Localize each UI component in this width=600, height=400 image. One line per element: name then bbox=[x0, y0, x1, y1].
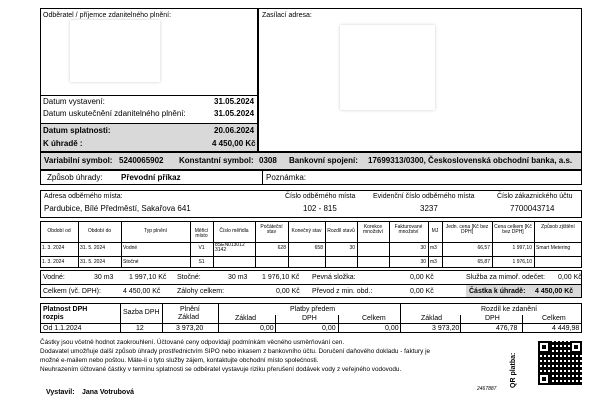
vs-value: 5240065902 bbox=[119, 156, 164, 165]
mailing-label: Zasílací adresa: bbox=[262, 12, 312, 19]
issue-date-value: 31.05.2024 bbox=[214, 97, 255, 106]
vat-diff-base-header: Základ bbox=[421, 315, 443, 322]
items-row-cell: m3 bbox=[430, 259, 437, 265]
note-line-1: Částky jsou včetně hodnot zaokrouhlení. Účtované ceny odpovídají podmínkám věcného usměrňování cen. bbox=[40, 339, 345, 346]
vat-paid-header: Platby předem bbox=[290, 306, 336, 313]
method-label: Způsob úhrady: bbox=[47, 173, 103, 182]
vat-rate-header: Sazba DPH bbox=[123, 309, 160, 316]
water-qty: 30 m3 bbox=[94, 274, 114, 281]
fixed-label: Pevná složka: bbox=[312, 274, 356, 281]
vat-row-diff-vat: 476,78 bbox=[496, 325, 518, 332]
items-row-cell: 65,87 bbox=[477, 259, 490, 265]
items-row-cell: 66,57 bbox=[477, 245, 490, 251]
items-row-cell: 31. 5. 2024 bbox=[80, 245, 106, 251]
items-header-cell: Způsob zjištění bbox=[541, 224, 575, 230]
items-row-cell: Stočné bbox=[123, 259, 139, 265]
items-row-cell: 628 bbox=[277, 245, 286, 251]
transfer-value: 0,00 Kč bbox=[410, 288, 434, 295]
items-header-cell: Konečný stav bbox=[291, 228, 322, 234]
bank-value: 17699313/0300, Československá obchodní banka, a.s. bbox=[368, 156, 573, 165]
vat-row-paid-vat: 0,00 bbox=[322, 325, 336, 332]
items-header-cell: Fakturované množství bbox=[394, 224, 423, 236]
items-row-cell: 30 bbox=[349, 245, 355, 251]
sewer-label: Stočné: bbox=[177, 274, 201, 281]
vat-row-rate: 12 bbox=[136, 325, 144, 332]
items-header-cell: Období do bbox=[87, 228, 112, 234]
items-header-cell: Počáteční stav bbox=[260, 224, 283, 236]
vat-row-validity: Od 1.1.2024 bbox=[43, 325, 82, 332]
advance-value: 0,00 Kč bbox=[276, 288, 300, 295]
place-address-label: Adresa odběrného místa: bbox=[44, 193, 123, 200]
items-row-cell: 1. 3. 2024 bbox=[42, 259, 65, 265]
vat-row-diff-base: 3 973,20 bbox=[432, 325, 460, 332]
items-row-cell: V1 bbox=[198, 245, 205, 251]
mailing-address-placeholder bbox=[340, 25, 435, 110]
issuer-name: Jana Votrubová bbox=[82, 389, 134, 396]
vat-diff-header: Rozdíl ke zdanění bbox=[481, 306, 538, 313]
vat-row-paid-total: 0,00 bbox=[385, 325, 399, 332]
vat-diff-total-header: Celkem bbox=[542, 315, 566, 322]
vat-paid-base-header: Základ bbox=[235, 315, 257, 322]
items-row-cell: 658 bbox=[314, 245, 323, 251]
issue-date-label: Datum vystavení: bbox=[43, 97, 105, 106]
water-amount: 1 997,10 Kč bbox=[129, 274, 167, 281]
ks-label: Konstantní symbol: bbox=[179, 156, 254, 165]
items-row-cell: Vodné bbox=[123, 245, 138, 251]
vat-paid-total-header: Celkem bbox=[362, 315, 386, 322]
vat-row-base: 3 973,20 bbox=[176, 325, 204, 332]
extra-reading-label: Služba za mimoř. odečet: bbox=[466, 274, 545, 281]
items-row-cell: S1 bbox=[198, 259, 205, 265]
total-value: 4 450,00 Kč bbox=[123, 288, 161, 295]
taxable-date-label: Datum uskutečnění zdanitelného plnění: bbox=[43, 109, 186, 118]
account-number-value: 7700043714 bbox=[510, 204, 555, 213]
items-row-cell: 31. 5. 2024 bbox=[80, 259, 106, 265]
items-row-cell: 1. 3. 2024 bbox=[42, 245, 65, 251]
due-date-label: Datum splatnosti: bbox=[43, 126, 111, 135]
method-value: Převodní příkaz bbox=[121, 173, 181, 182]
note-line-4: Neuhrazením účtované částky v termínu splatnosti se odběratel vystavuje riziku přerušení dodávek vody z veřejného vodovodu. bbox=[40, 366, 402, 373]
items-row-cell: 1 976,10 bbox=[512, 259, 532, 265]
items-row-cell: 30 bbox=[420, 259, 426, 265]
items-header-cell: Cena celkem [Kč bez DPH] bbox=[494, 224, 532, 236]
vat-base-header: Základ bbox=[178, 314, 200, 321]
items-header-cell: Typ plnění bbox=[143, 228, 168, 234]
note-line-2: Dodavatel umožňuje další způsob úhrady prostřednictvím SIPO nebo inkasem z bankovního účtu. Doručení daňového dokladu - faktury je bbox=[40, 348, 431, 355]
items-header-cell: Jedn. cena [Kč bez DPH] bbox=[445, 224, 489, 236]
items-row-cell: Smart Metering bbox=[536, 245, 571, 251]
vat-diff-vat-header: DPH bbox=[485, 315, 500, 322]
vat-validity-sub: rozpis bbox=[43, 314, 64, 321]
vat-paid-vat-header: DPH bbox=[302, 315, 317, 322]
issuer-label: Vystavil: bbox=[46, 389, 75, 396]
note-label: Poznámka: bbox=[266, 173, 307, 182]
items-header-cell: Rozdíl stavů bbox=[327, 228, 355, 234]
note-line-3: možné e-mailem nebo poštou. Máte-li o tyto služby zájem, kontaktujte obchodní místo společnosti. bbox=[40, 357, 319, 364]
extra-reading-value: 0,00 Kč bbox=[558, 274, 582, 281]
items-header-cell: Korekce množství bbox=[362, 224, 383, 236]
transfer-label: Převod z min. obd.: bbox=[312, 288, 373, 295]
vat-row-paid-base: 0,00 bbox=[260, 325, 274, 332]
account-number-label: Číslo zákaznického účtu bbox=[497, 193, 573, 200]
items-header-cell: Období od bbox=[47, 228, 71, 234]
vat-fulfil-header: Plnění bbox=[180, 306, 200, 313]
sewer-qty: 30 m3 bbox=[228, 274, 248, 281]
items-row-cell: 8SEN013012 3142 bbox=[215, 242, 245, 254]
evidence-number-value: 3237 bbox=[420, 204, 438, 213]
fixed-value: 0,00 Kč bbox=[410, 274, 434, 281]
items-row-cell: 30 bbox=[420, 245, 426, 251]
qr-payment-label: QR platba: bbox=[510, 352, 517, 388]
vat-row-diff-total: 4 449,98 bbox=[552, 325, 580, 332]
items-row-cell: 1 997,10 bbox=[512, 245, 532, 251]
to-pay-value: 4 450,00 Kč bbox=[212, 139, 256, 148]
ks-value: 0308 bbox=[259, 156, 277, 165]
total-label: Celkem (vč. DPH): bbox=[43, 288, 101, 295]
place-address-value: Pardubice, Bílé Předměstí, Sakařova 641 bbox=[44, 204, 191, 213]
payable-value: 4 450,00 Kč bbox=[535, 288, 574, 295]
recipient-label: Odběratel / příjemce zdanitelného plnění: bbox=[43, 12, 172, 19]
taxable-date-value: 31.05.2024 bbox=[214, 109, 255, 118]
recipient-address-placeholder bbox=[70, 20, 160, 82]
bank-label: Bankovní spojení: bbox=[289, 156, 358, 165]
items-header-cell: Číslo měřidla bbox=[219, 228, 249, 234]
items-header-cell: MJ bbox=[431, 228, 439, 234]
items-row-cell: m3 bbox=[430, 245, 437, 251]
advance-label: Zálohy celkem: bbox=[177, 288, 225, 295]
due-date-value: 20.06.2024 bbox=[214, 126, 255, 135]
document-number: 2467887 bbox=[477, 386, 497, 392]
items-header-cell: Měřicí místo bbox=[194, 228, 209, 240]
sewer-amount: 1 976,10 Kč bbox=[262, 274, 300, 281]
evidence-number-label: Evidenční číslo odběrného místa bbox=[373, 193, 475, 200]
vs-label: Variabilní symbol: bbox=[44, 156, 113, 165]
to-pay-label: K úhradě : bbox=[43, 139, 83, 148]
place-number-label: Číslo odběrného místa bbox=[285, 193, 356, 200]
place-number-value: 102 - 815 bbox=[303, 204, 337, 213]
water-label: Vodné: bbox=[43, 274, 65, 281]
qr-code bbox=[537, 340, 585, 388]
vat-validity-title: Platnost DPH bbox=[43, 306, 88, 313]
payable-label: Částka k úhradě: bbox=[469, 288, 526, 295]
